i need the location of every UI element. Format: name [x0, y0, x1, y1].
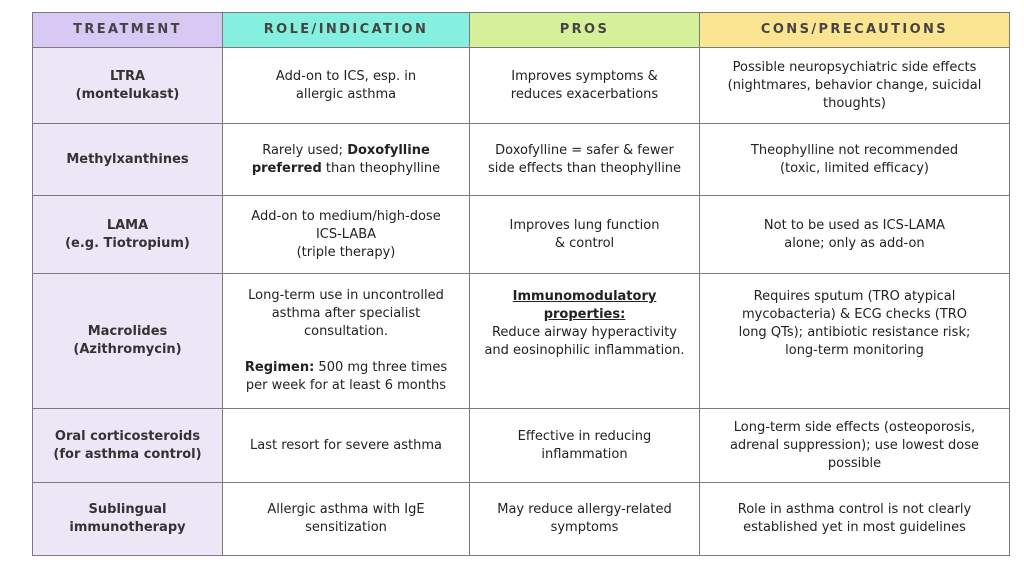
treatment-subname: (for asthma control) — [53, 446, 202, 462]
pros-text: Improves lung function — [509, 217, 660, 233]
treatment-cell — [33, 274, 223, 409]
cons-text: thoughts) — [823, 95, 886, 111]
pros-text: reduces exacerbations — [510, 86, 659, 102]
role-text: Last resort for severe asthma — [250, 437, 442, 453]
table-row — [33, 483, 1010, 556]
header-role-indication: ROLE/INDICATION — [223, 13, 470, 48]
treatment-name: Macrolides — [87, 324, 168, 339]
pros-heading: properties: — [543, 307, 626, 322]
table-row — [33, 196, 1010, 274]
treatment-cell — [33, 124, 223, 196]
cons-text: Requires sputum (TRO atypical — [753, 289, 956, 304]
cons-text: established yet in most guidelines — [743, 520, 966, 535]
treatment-subname: (Azithromycin) — [73, 342, 182, 357]
cons-text: Role in asthma control is not clearly — [737, 502, 972, 517]
cons-cell — [700, 409, 1010, 483]
cons-cell — [700, 48, 1010, 124]
cons-text: long QTs); antibiotic resistance risk; — [738, 325, 971, 340]
role-cell — [223, 274, 470, 409]
regimen-text: per week for at least 6 months — [245, 378, 447, 393]
treatment-name: LAMA — [106, 217, 149, 233]
role-text: Allergic asthma with IgE — [267, 502, 425, 517]
cons-text: Not to be used as ICS-LAMA — [763, 217, 946, 233]
cons-text: (toxic, limited efficacy) — [779, 160, 929, 176]
pros-text: Doxofylline = safer & fewer — [495, 142, 674, 158]
cons-cell — [700, 274, 1010, 409]
spacer — [233, 341, 459, 359]
cons-text: long-term monitoring — [785, 343, 924, 358]
role-cell — [223, 124, 470, 196]
cons-text: Theophylline not recommended — [750, 142, 959, 158]
cons-cell — [700, 483, 1010, 556]
cons-text: Long-term side effects (osteoporosis, — [733, 419, 976, 435]
role-cell — [223, 483, 470, 556]
pros-text: Effective in reducing — [517, 428, 652, 444]
header-row — [33, 13, 1010, 48]
treatment-cell — [33, 409, 223, 483]
pros-text: Reduce airway hyperactivity — [491, 325, 677, 340]
treatment-subname: (e.g. Tiotropium) — [65, 235, 190, 251]
pros-text: side effects than theophylline — [487, 160, 682, 176]
treatment-name: Sublingual — [88, 502, 167, 517]
pros-text: & control — [554, 235, 615, 251]
pros-heading: Immunomodulatory — [512, 289, 657, 304]
cons-text: Possible neuropsychiatric side effects — [732, 59, 977, 75]
pros-cell — [470, 124, 700, 196]
cons-text: mycobacteria) & ECG checks (TRO — [741, 307, 968, 322]
treatment-cell — [33, 48, 223, 124]
pros-text: symptoms — [550, 520, 619, 535]
cons-text: possible — [827, 455, 882, 471]
role-text: sensitization — [305, 520, 387, 535]
pros-text: and eosinophilic inflammation. — [484, 343, 685, 358]
pros-text: May reduce allergy-related — [497, 502, 672, 517]
role-text: ICS-LABA — [315, 226, 377, 242]
treatment-subname: immunotherapy — [69, 520, 186, 535]
table-row — [33, 409, 1010, 483]
treatment-cell — [33, 196, 223, 274]
role-cell — [223, 48, 470, 124]
header-treatment: TREATMENT — [33, 13, 223, 48]
table-row — [33, 274, 1010, 409]
pros-cell — [470, 274, 700, 409]
table-row — [33, 124, 1010, 196]
role-text: Add-on to ICS, esp. in — [275, 68, 417, 84]
regimen-text — [233, 359, 459, 377]
cons-cell — [700, 124, 1010, 196]
treatment-name: Oral corticosteroids — [54, 428, 201, 444]
treatment-name: LTRA — [109, 68, 146, 84]
treatment-subname: (montelukast) — [75, 86, 180, 102]
regimen-label: Regimen: — [244, 360, 315, 375]
role-plain-text: Rarely used; — [262, 142, 348, 158]
header-pros: PROS — [470, 13, 700, 48]
role-text: allergic asthma — [295, 86, 397, 102]
pros-cell — [470, 196, 700, 274]
role-text: consultation. — [303, 324, 389, 339]
role-cell — [223, 196, 470, 274]
table-row — [33, 48, 1010, 124]
pros-cell — [470, 48, 700, 124]
treatment-cell — [33, 483, 223, 556]
role-text — [233, 160, 459, 178]
regimen-value: 500 mg three times — [314, 360, 448, 375]
role-text: (triple therapy) — [296, 244, 396, 260]
role-text — [233, 142, 459, 160]
cons-text: alone; only as add-on — [784, 235, 925, 251]
role-bold-text: preferred — [251, 160, 322, 176]
pros-text: Improves symptoms & — [511, 68, 658, 84]
cons-text: adrenal suppression); use lowest dose — [729, 437, 980, 453]
cons-text: (nightmares, behavior change, suicidal — [727, 77, 982, 93]
role-bold-text: Doxofylline — [347, 142, 430, 158]
role-cell — [223, 409, 470, 483]
cons-cell — [700, 196, 1010, 274]
pros-text: inflammation — [541, 446, 628, 462]
role-plain-text: than theophylline — [321, 160, 441, 176]
treatment-table — [32, 12, 1010, 556]
header-cons-precautions: CONS/PRECAUTIONS — [700, 13, 1010, 48]
role-text: Add-on to medium/high-dose — [251, 208, 441, 224]
role-text: Long-term use in uncontrolled — [248, 288, 444, 303]
pros-cell — [470, 409, 700, 483]
pros-cell — [470, 483, 700, 556]
treatment-name: Methylxanthines — [66, 151, 189, 167]
role-text: asthma after specialist — [271, 306, 421, 321]
